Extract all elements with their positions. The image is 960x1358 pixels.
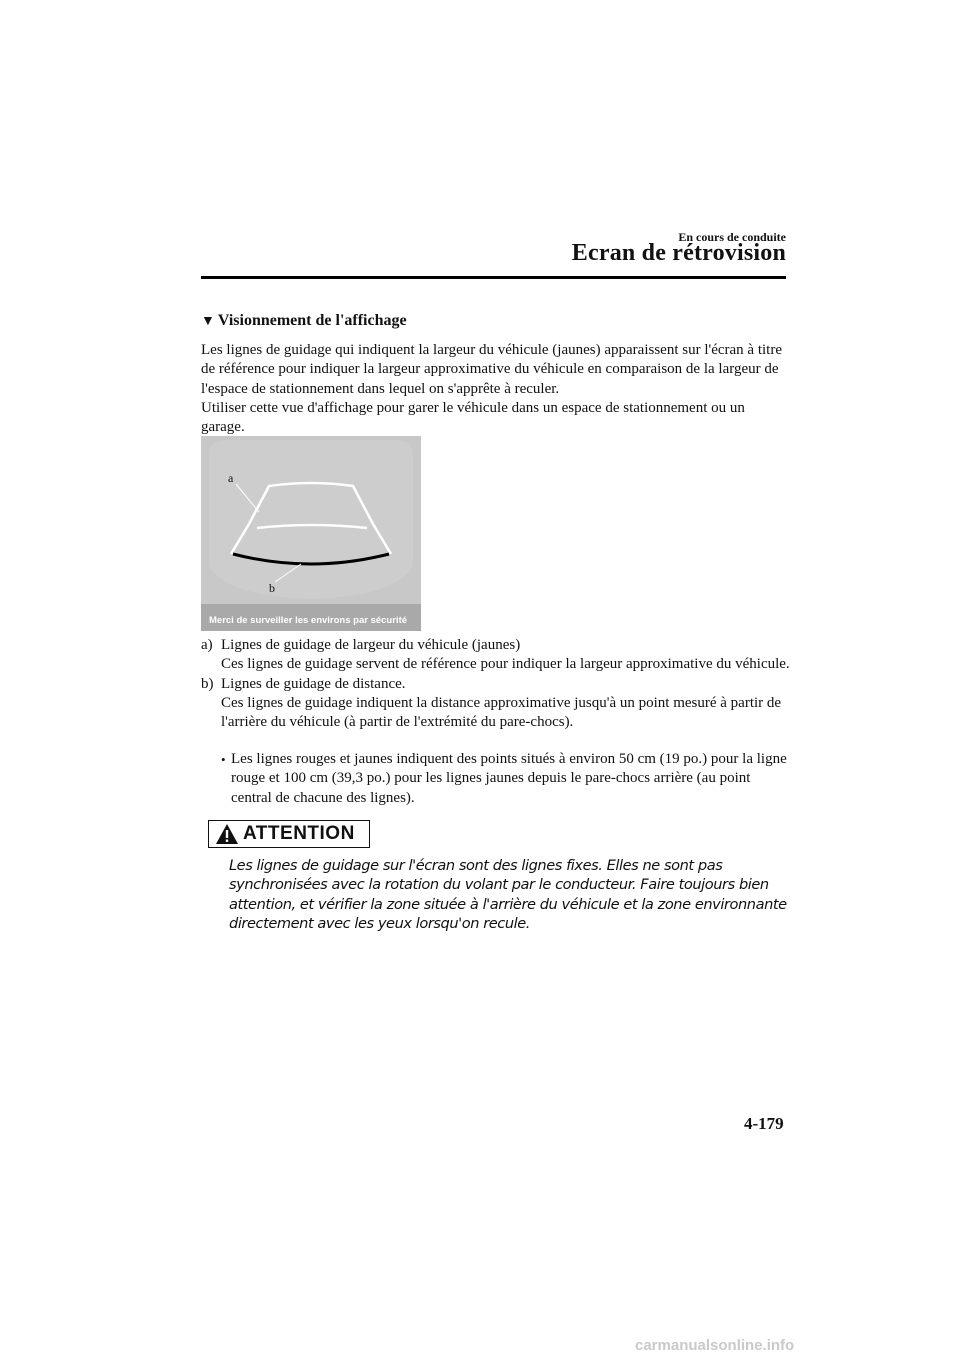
- list-item-title: Lignes de guidage de distance.: [221, 675, 406, 692]
- screen-inner: [209, 440, 413, 599]
- list-item-description: Ces lignes de guidage indiquent la distance approximative jusqu'à un point mesuré à partir de l'arrière du véhicule (à partir de l'extrémité du pare-chocs).: [221, 694, 782, 731]
- label-b: b: [269, 581, 275, 595]
- section-heading-text: Visionnement de l'affichage: [217, 312, 407, 329]
- warning-triangle-icon: [215, 823, 239, 845]
- list-item: [201, 675, 791, 733]
- list-item: [201, 636, 791, 675]
- section-body: [201, 341, 791, 437]
- rear-camera-figure: [201, 436, 421, 631]
- page-number: 4-179: [744, 1114, 784, 1133]
- label-a: a: [228, 471, 234, 485]
- section-heading: [201, 312, 407, 330]
- list-item-description: Ces lignes de guidage servent de référence pour indiquer la largeur approximative du véhicule.: [221, 656, 790, 673]
- list-marker: a): [201, 637, 213, 653]
- triangle-down-icon: ▼: [201, 314, 215, 329]
- attention-box: [208, 820, 370, 848]
- attention-label: ATTENTION: [243, 823, 355, 844]
- guide-lines-legend: [201, 636, 791, 732]
- note-bullet: [221, 750, 787, 808]
- page-title: Ecran de rétrovision: [571, 240, 786, 266]
- paragraph: Les lignes de guidage qui indiquent la largeur du véhicule (jaunes) apparaissent sur l'écran à titre de référence pour indiquer la largeur approximative du véhicule en comparaison de la largeur de l'espace de stationnement dans lequel on s'apprête à reculer.: [201, 342, 782, 397]
- header-rule: [201, 276, 786, 279]
- list-marker: b): [201, 675, 214, 692]
- list-item-title: Lignes de guidage de largeur du véhicule (jaunes): [221, 637, 521, 653]
- screen-message: Merci de surveiller les environs par sécurité: [209, 615, 408, 626]
- watermark: carmanualsonline.info: [635, 1337, 795, 1354]
- chapter-label: En cours de conduite: [678, 230, 786, 244]
- paragraph: Utiliser cette vue d'affichage pour garer le véhicule dans un espace de stationnement ou un garage.: [201, 399, 745, 436]
- rear-camera-screen-illustration: [201, 436, 421, 631]
- note-text: Les lignes rouges et jaunes indiquent des points situés à environ 50 cm (19 po.) pour la ligne rouge et 100 cm (39,3 po.) pour les lignes jaunes depuis le pare-chocs arrière (au point central de chacune des lignes).: [231, 751, 787, 806]
- bullet-dot-icon: •: [221, 752, 226, 767]
- attention-text: Les lignes de guidage sur l'écran sont des lignes fixes. Elles ne sont pas synchronisées avec la rotation du volant par le conducteur. Faire toujours bien attention, et vérifier la zone située à l'arrière du véhicule et la zone environnante directement avec les yeux lorsqu'on recule.: [229, 857, 787, 932]
